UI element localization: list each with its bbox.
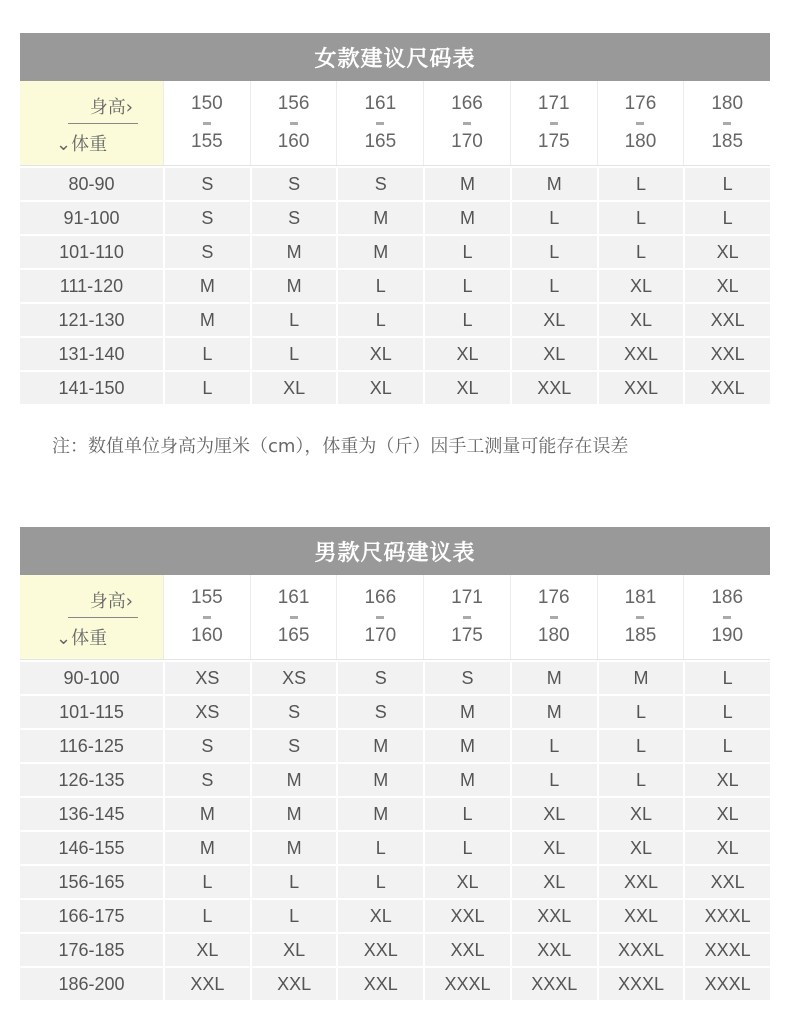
- size-cell: S: [163, 236, 250, 268]
- table-row: [20, 336, 770, 370]
- men-header-row: [20, 575, 770, 660]
- range-dash: [376, 616, 384, 619]
- height-range-header: [683, 81, 770, 165]
- size-cell: XL: [683, 270, 770, 302]
- women-header-row: [20, 81, 770, 166]
- size-cell: L: [336, 304, 423, 336]
- height-range-header: [250, 575, 337, 659]
- size-cell: XL: [423, 866, 510, 898]
- size-cell: XXL: [597, 900, 684, 932]
- size-cell: M: [163, 270, 250, 302]
- weight-range-cell: 126-135: [58, 769, 125, 790]
- range-dash: [203, 122, 211, 125]
- size-cell: M: [423, 202, 510, 234]
- size-cell: L: [250, 304, 337, 336]
- size-cell: XL: [597, 304, 684, 336]
- size-cell: XXL: [336, 968, 423, 1000]
- range-dash: [463, 122, 471, 125]
- size-cell: XXXL: [597, 968, 684, 1000]
- chevron-down-icon: ⌄: [56, 134, 72, 155]
- height-range-end: 160: [191, 625, 223, 646]
- range-dash: [290, 122, 298, 125]
- range-dash: [203, 616, 211, 619]
- size-cell: M: [250, 270, 337, 302]
- size-cell: XXL: [336, 934, 423, 966]
- range-dash: [376, 122, 384, 125]
- size-cell: L: [250, 866, 337, 898]
- size-cell: M: [510, 662, 597, 694]
- size-cell: XL: [250, 372, 337, 404]
- height-range-start: 161: [277, 587, 310, 608]
- height-label: 身高›: [89, 591, 133, 612]
- size-cell: XL: [423, 372, 510, 404]
- size-cell: M: [250, 832, 337, 864]
- height-range-end: 165: [364, 131, 397, 152]
- size-cell: L: [597, 730, 684, 762]
- chevron-right-icon: ›: [125, 97, 133, 118]
- size-cell: M: [423, 730, 510, 762]
- size-cell: L: [510, 270, 597, 302]
- size-cell: XXL: [597, 866, 684, 898]
- range-dash: [636, 616, 644, 619]
- size-cell: M: [163, 832, 250, 864]
- height-range-start: 161: [364, 93, 397, 114]
- weight-range-cell: 146-155: [58, 837, 125, 858]
- height-range-end: 170: [364, 625, 397, 646]
- size-cell: L: [597, 202, 684, 234]
- size-cell: XXXL: [510, 968, 597, 1000]
- size-cell: S: [336, 696, 423, 728]
- size-cell: L: [683, 168, 770, 200]
- size-cell: L: [510, 730, 597, 762]
- size-cell: XL: [683, 832, 770, 864]
- size-cell: M: [250, 798, 337, 830]
- height-range-header: [510, 575, 597, 659]
- size-cell: L: [423, 304, 510, 336]
- weight-label: ⌄体重: [56, 134, 108, 155]
- measurement-note: 注：数值单位身高为厘米（cm），体重为（斤）因手工测量可能存在误差: [52, 436, 629, 457]
- size-cell: XL: [510, 338, 597, 370]
- weight-range-cell: 101-110: [59, 241, 124, 262]
- size-cell: L: [597, 168, 684, 200]
- range-dash: [290, 616, 298, 619]
- weight-range-cell: 156-165: [58, 871, 125, 892]
- height-range-end: 175: [537, 131, 570, 152]
- size-cell: M: [510, 696, 597, 728]
- size-cell: M: [250, 764, 337, 796]
- size-cell: L: [423, 270, 510, 302]
- size-cell: M: [336, 202, 423, 234]
- size-cell: L: [510, 202, 597, 234]
- size-cell: L: [510, 764, 597, 796]
- size-cell: XL: [423, 338, 510, 370]
- height-range-end: 185: [624, 625, 657, 646]
- height-range-header: [336, 575, 423, 659]
- weight-range-cell: 131-140: [58, 343, 125, 364]
- size-cell: XL: [336, 372, 423, 404]
- size-cell: L: [597, 764, 684, 796]
- height-range-header: [163, 81, 250, 165]
- table-row: [20, 864, 770, 898]
- size-cell: XXL: [250, 968, 337, 1000]
- size-cell: XXXL: [597, 934, 684, 966]
- range-dash: [723, 616, 731, 619]
- size-cell: XL: [683, 236, 770, 268]
- men-table-title: 男款尺码建议表: [20, 527, 770, 575]
- size-cell: XXL: [683, 372, 770, 404]
- size-cell: M: [163, 304, 250, 336]
- table-row: [20, 830, 770, 864]
- weight-range-cell: 121-130: [58, 309, 125, 330]
- range-dash: [636, 122, 644, 125]
- size-cell: M: [510, 168, 597, 200]
- size-cell: L: [423, 236, 510, 268]
- size-cell: S: [163, 764, 250, 796]
- size-cell: S: [336, 662, 423, 694]
- size-cell: XL: [510, 832, 597, 864]
- range-dash: [550, 616, 558, 619]
- men-size-table: [20, 527, 770, 1000]
- size-cell: XXL: [597, 338, 684, 370]
- table-row: [20, 796, 770, 830]
- table-row: [20, 898, 770, 932]
- size-cell: M: [336, 764, 423, 796]
- height-range-header: [336, 81, 423, 165]
- table-row: [20, 932, 770, 966]
- size-cell: M: [423, 764, 510, 796]
- size-cell: XL: [163, 934, 250, 966]
- height-range-header: [423, 81, 510, 165]
- size-cell: M: [336, 798, 423, 830]
- table-row: [20, 762, 770, 796]
- corner-divider: [68, 123, 138, 124]
- size-cell: S: [163, 202, 250, 234]
- size-cell: XL: [597, 798, 684, 830]
- weight-range-cell: 166-175: [58, 905, 125, 926]
- height-range-end: 165: [277, 625, 310, 646]
- weight-range-cell: 116-125: [59, 735, 124, 756]
- size-cell: M: [336, 236, 423, 268]
- weight-label: ⌄体重: [56, 628, 108, 649]
- range-dash: [723, 122, 731, 125]
- height-range-end: 190: [711, 625, 744, 646]
- size-cell: S: [163, 168, 250, 200]
- women-corner-cell: [20, 81, 163, 165]
- height-range-end: 155: [191, 131, 223, 152]
- weight-range-cell: 141-150: [58, 377, 125, 398]
- size-cell: L: [163, 900, 250, 932]
- weight-range-cell: 186-200: [58, 973, 125, 994]
- table-row: [20, 966, 770, 1000]
- height-range-start: 166: [451, 93, 483, 114]
- weight-range-cell: 176-185: [58, 939, 125, 960]
- size-cell: XXL: [683, 304, 770, 336]
- range-dash: [550, 122, 558, 125]
- height-range-header: [597, 81, 684, 165]
- size-cell: XL: [597, 270, 684, 302]
- size-cell: XS: [163, 662, 250, 694]
- weight-range-cell: 80-90: [68, 173, 115, 194]
- size-cell: L: [597, 696, 684, 728]
- size-cell: XL: [250, 934, 337, 966]
- weight-range-cell: 136-145: [58, 803, 125, 824]
- size-cell: XXL: [163, 968, 250, 1000]
- size-cell: L: [336, 866, 423, 898]
- size-cell: M: [423, 696, 510, 728]
- table-row: [20, 166, 770, 200]
- size-cell: XS: [163, 696, 250, 728]
- size-cell: XL: [336, 900, 423, 932]
- height-range-start: 176: [624, 93, 657, 114]
- size-cell: L: [250, 900, 337, 932]
- height-range-end: 185: [711, 131, 744, 152]
- size-cell: L: [163, 338, 250, 370]
- size-cell: M: [597, 662, 684, 694]
- size-cell: M: [250, 236, 337, 268]
- table-row: [20, 660, 770, 694]
- size-cell: XXL: [510, 372, 597, 404]
- size-cell: L: [683, 696, 770, 728]
- size-cell: XXL: [683, 866, 770, 898]
- weight-range-cell: 111-120: [59, 275, 124, 296]
- height-range-start: 181: [624, 587, 657, 608]
- weight-range-cell: 101-115: [59, 701, 124, 722]
- size-cell: XXXL: [683, 968, 770, 1000]
- chevron-right-icon: ›: [125, 591, 133, 612]
- height-range-start: 176: [537, 587, 570, 608]
- size-cell: S: [163, 730, 250, 762]
- size-cell: L: [163, 866, 250, 898]
- height-range-start: 155: [191, 587, 223, 608]
- height-range-start: 171: [537, 93, 570, 114]
- size-cell: XXXL: [683, 934, 770, 966]
- size-cell: XXL: [510, 934, 597, 966]
- size-cell: L: [683, 662, 770, 694]
- height-range-end: 170: [451, 131, 483, 152]
- height-range-end: 175: [451, 625, 483, 646]
- height-range-end: 160: [277, 131, 310, 152]
- size-cell: XL: [336, 338, 423, 370]
- size-cell: S: [250, 168, 337, 200]
- height-range-header: [683, 575, 770, 659]
- table-row: [20, 302, 770, 336]
- height-range-header: [163, 575, 250, 659]
- size-cell: XXL: [423, 900, 510, 932]
- men-corner-cell: [20, 575, 163, 659]
- size-cell: XL: [510, 866, 597, 898]
- size-cell: XXXL: [423, 968, 510, 1000]
- size-cell: XL: [510, 798, 597, 830]
- size-cell: L: [510, 236, 597, 268]
- height-range-end: 180: [537, 625, 570, 646]
- table-row: [20, 694, 770, 728]
- size-cell: XL: [597, 832, 684, 864]
- size-cell: S: [423, 662, 510, 694]
- corner-divider: [68, 617, 138, 618]
- size-cell: XXL: [597, 372, 684, 404]
- size-cell: S: [336, 168, 423, 200]
- size-cell: XL: [510, 304, 597, 336]
- height-range-header: [510, 81, 597, 165]
- size-cell: L: [163, 372, 250, 404]
- height-range-start: 150: [191, 93, 223, 114]
- size-cell: XXL: [423, 934, 510, 966]
- size-cell: XXL: [510, 900, 597, 932]
- size-cell: S: [250, 202, 337, 234]
- size-cell: M: [163, 798, 250, 830]
- size-cell: M: [336, 730, 423, 762]
- height-range-end: 180: [624, 131, 657, 152]
- size-cell: XXXL: [683, 900, 770, 932]
- height-range-start: 156: [277, 93, 310, 114]
- height-range-header: [597, 575, 684, 659]
- table-row: [20, 268, 770, 302]
- size-cell: L: [683, 202, 770, 234]
- height-range-start: 171: [451, 587, 483, 608]
- size-cell: L: [423, 798, 510, 830]
- women-table-title: 女款建议尺码表: [20, 33, 770, 81]
- weight-range-cell: 91-100: [63, 207, 120, 228]
- size-cell: XXL: [683, 338, 770, 370]
- height-range-start: 180: [711, 93, 744, 114]
- size-cell: S: [250, 730, 337, 762]
- size-cell: L: [250, 338, 337, 370]
- women-size-table: [20, 33, 770, 404]
- height-range-start: 166: [364, 587, 397, 608]
- size-cell: L: [597, 236, 684, 268]
- height-range-header: [250, 81, 337, 165]
- size-cell: M: [423, 168, 510, 200]
- height-range-start: 186: [711, 587, 744, 608]
- size-cell: XL: [683, 798, 770, 830]
- size-cell: L: [336, 832, 423, 864]
- range-dash: [463, 616, 471, 619]
- table-row: [20, 234, 770, 268]
- height-label: 身高›: [89, 97, 133, 118]
- size-cell: L: [423, 832, 510, 864]
- table-row: [20, 370, 770, 404]
- size-cell: L: [336, 270, 423, 302]
- size-cell: L: [683, 730, 770, 762]
- weight-range-cell: 90-100: [63, 667, 120, 688]
- table-row: [20, 200, 770, 234]
- size-cell: S: [250, 696, 337, 728]
- table-row: [20, 728, 770, 762]
- height-range-header: [423, 575, 510, 659]
- size-cell: XL: [683, 764, 770, 796]
- chevron-down-icon: ⌄: [56, 628, 72, 649]
- size-cell: XS: [250, 662, 337, 694]
